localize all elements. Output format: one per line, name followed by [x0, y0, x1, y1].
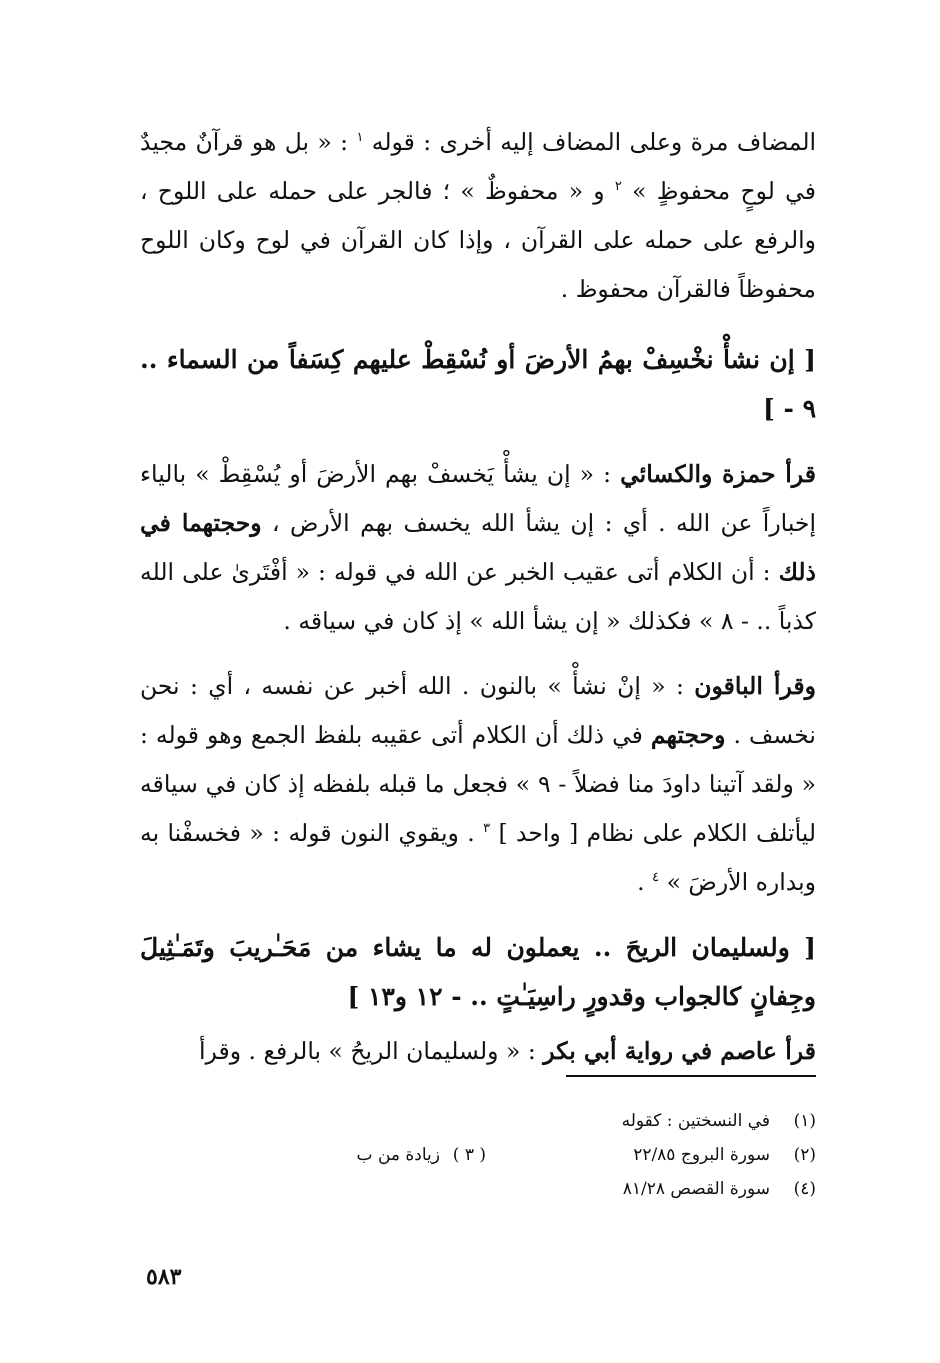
- footnote-ref-2: ٢: [614, 179, 622, 195]
- p2-text-b: : « إن يشأْ يَخسفْ بهم الأرضَ أو يُسْقِطْ » بالياء إخباراً عن الله . أي : إن يشأ الله يخسف بهم الأرض ،: [140, 460, 816, 537]
- footnote-row: [140, 1138, 816, 1172]
- p2-reciters: قرأ حمزة والكسائي: [620, 460, 816, 488]
- page-number: ٥٨٣: [146, 1264, 182, 1290]
- footnote-number: (٤): [793, 1179, 816, 1199]
- footnote-number: (١): [793, 1111, 816, 1131]
- footnote-text: في النسختين : كقوله: [621, 1111, 770, 1131]
- p3-reciters: وقرأ الباقون: [694, 672, 816, 700]
- footnote-2: [486, 1138, 816, 1172]
- p3-text-b: : « إنْ نشأْ » بالنون . الله أخبر عن نفسه ، أي : نحن نخسف .: [140, 672, 816, 749]
- p3-argument-label: وحجتهم: [650, 721, 726, 749]
- footnote-3: [226, 1138, 486, 1172]
- p3-text-d: في ذلك أن الكلام أتى عقيبه بلفظ الجمع وهو قوله : « ولقد آتينا داودَ منا فضلاً - ٩ » فجعل ما قبله بلفظه إذ كان في سياقه ليأتلف الكلام على نظام [ واحد ]: [140, 721, 817, 847]
- footnotes: [140, 1104, 816, 1206]
- p1-text-a: المضاف مرة وعلى المضاف إليه أخرى : قوله: [371, 128, 817, 156]
- paragraph-4: [140, 1027, 816, 1076]
- p1-text-c: و « محفوظٌ » ؛ فالجر على حمله على اللوح ، والرفع على حمله على القرآن ، وإذا كان القرآن في لوح وكان اللوح محفوظاً فالقرآن محفوظ .: [140, 177, 816, 303]
- footnote-row: [140, 1104, 816, 1138]
- paragraph-1: [140, 118, 816, 314]
- footnote-number: ( ٣ ): [452, 1145, 486, 1165]
- footnote-4: [486, 1172, 816, 1206]
- p2-argument-label: وحجتهما في ذلك: [140, 509, 816, 586]
- footnote-text: سورة القصص ٨١/٢٨: [622, 1179, 770, 1199]
- footnote-number: (٢): [793, 1145, 816, 1165]
- p4-text-b: : « ولسليمان الريحُ » بالرفع . وقرأ: [198, 1037, 536, 1065]
- paragraph-3: [140, 662, 816, 907]
- footnote-ref-3: ٣: [483, 821, 491, 837]
- footnote-text: زيادة من ب: [356, 1145, 440, 1165]
- footnote-row: [140, 1172, 816, 1206]
- p3-text-e: . ويقوي النون قوله : « فخسفْنا به وبداره الأرضَ »: [140, 819, 816, 896]
- paragraph-2: [140, 450, 816, 646]
- page-body: [140, 118, 816, 1076]
- p3-text-f: .: [637, 868, 645, 896]
- footnote-separator: [566, 1075, 816, 1077]
- verse-2: [ ولسليمان الريحَ .. يعملون له ما يشاء من مَحَـٰريبَ وتَمَـٰثِيلَ وجِفانٍ كالجواب وقدورٍ راسِيَـٰتٍ .. - ١٢ و١٣ ]: [140, 933, 816, 1011]
- footnote-ref-4: ٤: [652, 870, 660, 886]
- footnote-text: سورة البروج ٢٢/٨٥: [633, 1145, 770, 1165]
- footnote-ref-1: ١: [356, 130, 364, 146]
- footnote-1: [486, 1104, 816, 1138]
- p2-text-d: : أن الكلام أتى عقيب الخبر عن الله في قوله : « أفْتَرىٰ على الله كذباً .. - ٨ » فكذلك « إن يشأ الله » إذ كان في سياقه .: [140, 558, 816, 635]
- verse-1: [ إن نشأْ نخْسِفْ بهمُ الأرضَ أو نُسْقِطْ عليهم كِسَفاً من السماء .. ٩ - ]: [140, 345, 816, 423]
- p1-text-b: : « بل هو قرآنٌ مجيدٌ في لوحٍ محفوظٍ »: [140, 128, 816, 205]
- p4-reciter: قرأ عاصم في رواية أبي بكر: [543, 1037, 816, 1065]
